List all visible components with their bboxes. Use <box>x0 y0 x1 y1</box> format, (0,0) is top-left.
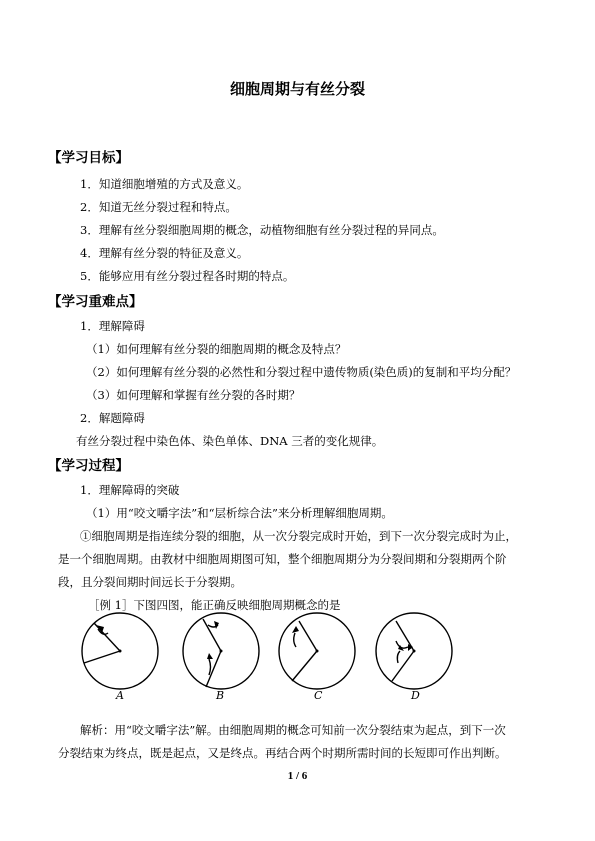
solve-heading: 2．解题障碍 <box>80 411 145 425</box>
section-heading-process: 【学习过程】 <box>48 458 129 474</box>
figure-label-a: A <box>116 689 124 702</box>
paragraph-line: 段，且分裂间期时间远长于分裂期。 <box>58 575 242 589</box>
paragraph-line: ①细胞周期是指连续分裂的细胞，从一次分裂完成时开始，到下一次分裂完成时为止， <box>80 529 517 543</box>
goal-item: 5．能够应用有丝分裂过程各时期的特点。 <box>80 269 295 283</box>
example-question: ［例 1］下图四图，能正确反映细胞周期概念的是 <box>88 598 341 612</box>
solve-text: 有丝分裂过程中染色体、染色单体、DNA 三者的变化规律。 <box>76 434 384 448</box>
page-number: 1 / 6 <box>287 770 308 782</box>
document-title: 细胞周期与有丝分裂 <box>229 80 365 98</box>
figure-label-b: B <box>216 689 225 702</box>
figure-label-c: C <box>314 689 323 702</box>
analysis-line: 分裂结束为终点，既是起点，又是终点。再结合两个时期所需时间的长短即可作出判断。 <box>58 746 507 760</box>
goal-item: 4．理解有丝分裂的特征及意义。 <box>80 246 249 260</box>
understand-item: （3）如何理解和掌握有丝分裂的各时期？ <box>86 388 301 402</box>
goal-item: 2．知道无丝分裂过程和特点。 <box>80 200 237 214</box>
figure-label-d: D <box>411 689 420 702</box>
section-heading-difficulties: 【学习重难点】 <box>48 294 143 310</box>
understand-item: （2）如何理解有丝分裂的必然性和分裂过程中遗传物质(染色质)的复制和平均分配？ <box>86 365 517 379</box>
goal-item: 3．理解有丝分裂细胞周期的概念，动植物细胞有丝分裂过程的异同点。 <box>80 223 444 237</box>
process-heading: 1．理解障碍的突破 <box>80 483 180 497</box>
analysis-line: 解析：用“咬文嚼字法”解。由细胞周期的概念可知前一次分裂结束为起点，到下一次 <box>80 723 506 737</box>
section-heading-goals: 【学习目标】 <box>48 150 129 166</box>
paragraph-line: 是一个细胞周期。由教材中细胞周期图可知，整个细胞周期分为分裂间期和分裂期两个阶 <box>58 552 507 566</box>
goal-item: 1．知道细胞增殖的方式及意义。 <box>80 177 249 191</box>
understand-item: （1）如何理解有丝分裂的细胞周期的概念及特点？ <box>86 342 347 356</box>
process-subheading: （1）用“咬文嚼字法”和“层析综合法”来分析理解细胞周期。 <box>86 506 393 520</box>
understand-heading: 1．理解障碍 <box>80 319 145 333</box>
cell-cycle-figure <box>78 611 458 711</box>
